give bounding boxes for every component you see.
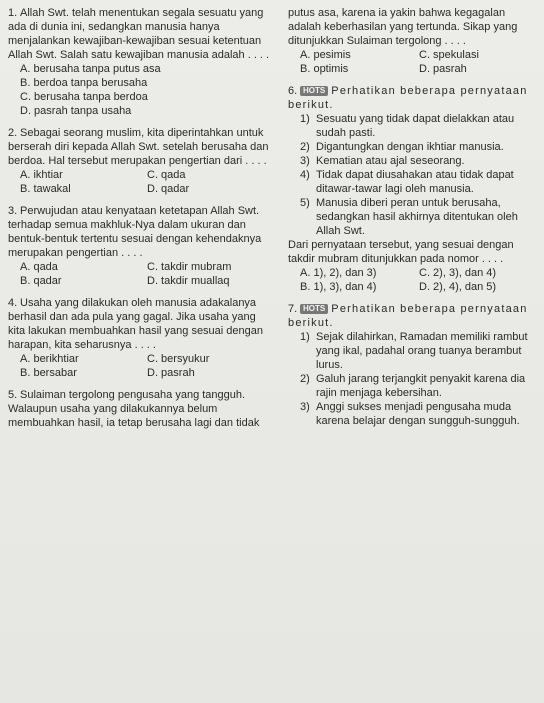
options-grid: [8, 168, 274, 196]
question-number: 3.: [8, 205, 18, 217]
question-4: [8, 296, 274, 380]
question-number: 1.: [8, 7, 18, 19]
option-a[interactable]: A. berikhtiar: [20, 353, 79, 365]
option-c[interactable]: C. berusaha tanpa berdoa: [20, 91, 148, 103]
statement-item: [300, 400, 538, 428]
option-d[interactable]: D. 2), 4), dan 5): [419, 281, 497, 293]
statement-item: [300, 168, 538, 196]
option-b[interactable]: B. bersabar: [20, 367, 77, 379]
option-b[interactable]: B. 1), 3), dan 4): [300, 281, 377, 293]
option-d[interactable]: D. takdir muallaq: [147, 275, 230, 287]
statement-list: [288, 330, 538, 428]
question-text: Usaha yang dilakukan oleh manusia adakalanya berhasil dan ada pula yang gagal. Jika usaha yang kita lakukan membuahkan hasil yang sesuai dengan harapan, kita seharusnya . . . .: [8, 297, 263, 351]
option-c[interactable]: C. qada: [147, 169, 186, 181]
statement-number: 4): [300, 169, 310, 181]
option-a[interactable]: A. ikhtiar: [20, 169, 63, 181]
option-c[interactable]: C. takdir mubram: [147, 261, 232, 273]
statement-number: 3): [300, 155, 310, 167]
option-a[interactable]: A. berusaha tanpa putus asa: [20, 63, 161, 75]
options-grid: [288, 266, 538, 294]
statement-text: Tidak dapat diusahakan atau tidak dapat ditawar-tawar lagi oleh manusia.: [316, 169, 514, 195]
statement-text: Anggi sukses menjadi pengusaha muda karena belajar dengan sungguh-sungguh.: [316, 401, 520, 427]
option-b[interactable]: B. berdoa tanpa berusaha: [20, 77, 148, 89]
statement-text: Galuh jarang terjangkit penyakit karena dia rajin menjaga kebersihan.: [316, 373, 526, 399]
option-a[interactable]: A. qada: [20, 261, 58, 273]
option-d[interactable]: D. pasrah tanpa usaha: [20, 105, 132, 117]
question-text: putus asa, karena ia yakin bahwa kegagalan adalah keberhasilan yang tertunda. Sikap yang ditunjukkan Sulaiman tergolong . . . .: [288, 7, 518, 47]
option-b[interactable]: B. optimis: [300, 63, 349, 75]
statement-item: [300, 112, 538, 140]
statement-text: Sejak dilahirkan, Ramadan memiliki rambut yang ikal, padahal orang tuanya berambut lurus.: [316, 331, 528, 371]
option-b[interactable]: B. tawakal: [20, 183, 71, 195]
statement-item: [300, 154, 538, 168]
right-column: [288, 6, 538, 436]
statement-number: 5): [300, 197, 310, 209]
left-column: [8, 6, 274, 438]
question-number: 2.: [8, 127, 18, 139]
statement-text: Kematian atau ajal seseorang.: [316, 155, 465, 167]
option-c[interactable]: C. spekulasi: [419, 49, 479, 61]
option-b[interactable]: B. qadar: [20, 275, 62, 287]
question-1: [8, 6, 274, 118]
options-list: [8, 62, 274, 118]
statement-number: 1): [300, 113, 310, 125]
option-a[interactable]: A. 1), 2), dan 3): [300, 267, 377, 279]
question-number: 6.: [288, 85, 298, 97]
option-d[interactable]: D. pasrah: [147, 367, 195, 379]
question-text: Perhatikan beberapa pernyataan berikut.: [288, 85, 528, 111]
statement-number: 2): [300, 373, 310, 385]
options-grid: [8, 260, 274, 288]
option-c[interactable]: C. 2), 3), dan 4): [419, 267, 497, 279]
statement-text: Manusia diberi peran untuk berusaha, sedangkan hasil akhirnya ditentukan oleh Allah Swt.: [316, 197, 518, 237]
statement-item: [300, 196, 538, 238]
statement-item: [300, 330, 538, 372]
option-d[interactable]: D. pasrah: [419, 63, 467, 75]
statement-number: 3): [300, 401, 310, 413]
statement-list: [288, 112, 538, 238]
statement-text: Digantungkan dengan ikhtiar manusia.: [316, 141, 504, 153]
options-grid: [288, 48, 538, 76]
hots-badge: HOTS: [300, 86, 328, 96]
question-5: [8, 388, 274, 430]
question-3: [8, 204, 274, 288]
statement-number: 2): [300, 141, 310, 153]
statement-text: Sesuatu yang tidak dapat dielakkan atau sudah pasti.: [316, 113, 515, 139]
option-d[interactable]: D. qadar: [147, 183, 190, 195]
question-closing: Dari pernyataan tersebut, yang sesuai dengan takdir mubram ditunjukkan pada nomor . . . .: [288, 239, 514, 265]
question-text: Sebagai seorang muslim, kita diperintahkan untuk berserah diri kepada Allah Swt. setelah berusaha dan berdoa. Hal tersebut merupakan pengertian dari . . . .: [8, 127, 269, 167]
option-a[interactable]: A. pesimis: [300, 49, 351, 61]
question-text: Allah Swt. telah menentukan segala sesuatu yang ada di dunia ini, sedangkan manusia hanya menjalankan kewajiban-kewajiban sesuai ketentuan Allah Swt. Salah satu kewajiban manusia adalah . . . .: [8, 7, 270, 61]
statement-number: 1): [300, 331, 310, 343]
options-grid: [8, 352, 274, 380]
statement-item: [300, 372, 538, 400]
question-number: 7.: [288, 303, 298, 315]
question-text: Perwujudan atau kenyataan ketetapan Allah Swt. terhadap semua makhluk-Nya dalam ukuran dan bentuk-bentuk tertentu sesuai dengan kehendaknya merupakan pengertian . . . .: [8, 205, 262, 259]
option-c[interactable]: C. bersyukur: [147, 353, 210, 365]
question-number: 5.: [8, 389, 18, 401]
statement-item: [300, 140, 538, 154]
hots-badge: HOTS: [300, 304, 328, 314]
question-text: Sulaiman tergolong pengusaha yang tangguh. Walaupun usaha yang dilakukannya belum membuahkan hasil, ia tetap berusaha lagi dan tidak: [8, 389, 260, 429]
question-text: Perhatikan beberapa pernyataan berikut.: [288, 303, 528, 329]
question-6: [288, 84, 538, 294]
question-number: 4.: [8, 297, 18, 309]
question-7: [288, 302, 538, 428]
question-2: [8, 126, 274, 196]
question-5-continued: [288, 6, 538, 76]
